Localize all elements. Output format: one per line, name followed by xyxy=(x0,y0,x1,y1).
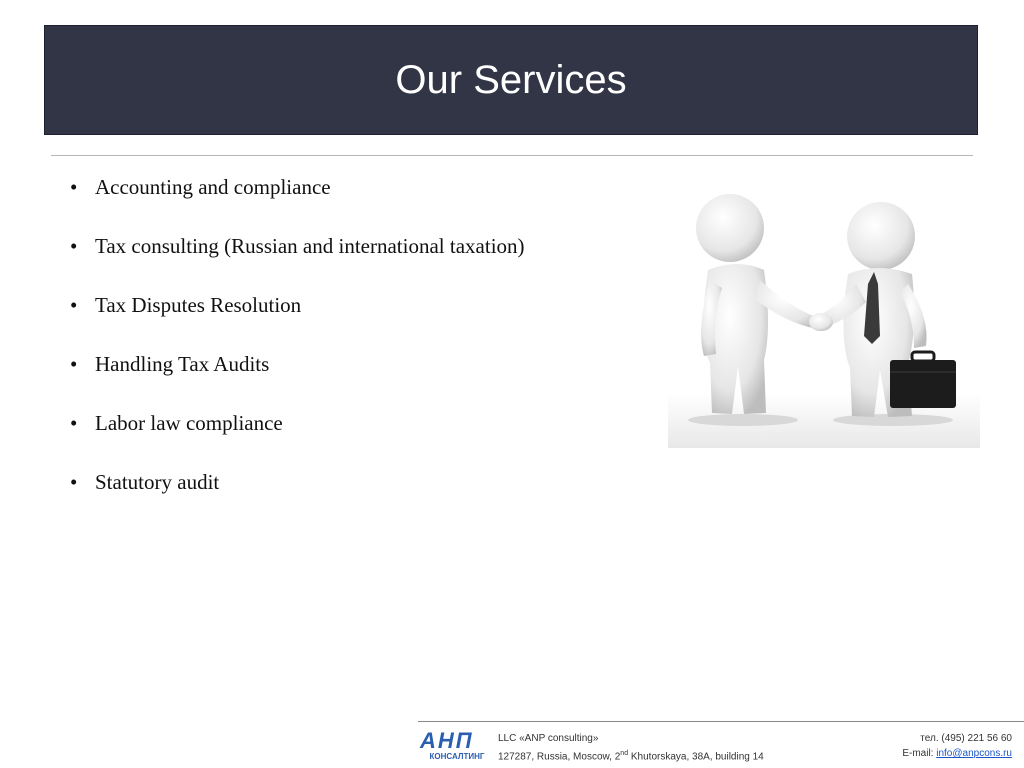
slide-title: Our Services xyxy=(395,57,627,102)
handshake-illustration xyxy=(668,188,980,448)
service-item: • Labor law compliance xyxy=(70,411,283,435)
email-line: E-mail: info@anpcons.ru xyxy=(902,748,1012,759)
phone-number: тел. (495) 221 56 60 xyxy=(920,733,1012,744)
service-item: • Accounting and compliance xyxy=(70,175,331,199)
footer-divider xyxy=(418,721,1024,722)
title-banner xyxy=(44,25,978,135)
street-address: 127287, Russia, Moscow, 2nd Khutorskaya, 38A, building 14 xyxy=(498,750,764,763)
logo-subtext: КОНСАЛТИНГ xyxy=(429,752,485,761)
footer-contact xyxy=(902,731,1012,761)
logo-mark: АНП xyxy=(420,728,474,753)
service-item: • Tax consulting (Russian and international taxation) xyxy=(70,234,525,258)
title-divider xyxy=(51,155,973,156)
service-item: • Statutory audit xyxy=(70,470,220,494)
company-logo xyxy=(420,730,494,762)
footer-address xyxy=(498,731,764,764)
email-link[interactable]: info@anpcons.ru xyxy=(936,748,1012,759)
company-name: LLC «ANP consulting» xyxy=(498,733,599,744)
service-item: • Tax Disputes Resolution xyxy=(70,293,302,317)
service-item: • Handling Tax Audits xyxy=(70,352,270,376)
